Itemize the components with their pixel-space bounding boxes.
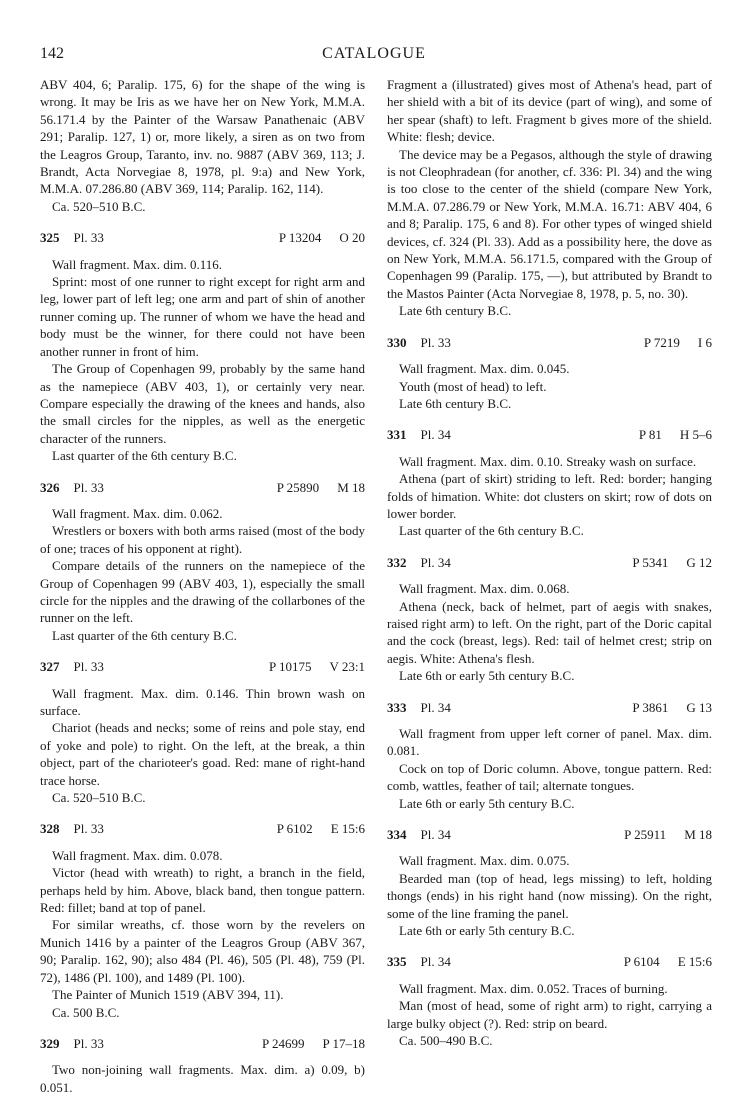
entry-inventory: P 10175 xyxy=(268,659,312,675)
entry-paragraph: Two non-joining wall fragments. Max. dim. a) 0.09, b) 0.051. xyxy=(40,1062,365,1095)
entry-header xyxy=(40,820,365,837)
entry-header-left xyxy=(40,229,118,246)
entry-header-right xyxy=(626,334,712,351)
entry-header-left xyxy=(40,479,118,496)
entry-date: Late 6th or early 5th century B.C. xyxy=(399,923,575,939)
entry-paragraph: Wall fragment. Max. dim. 0.116. xyxy=(52,256,222,272)
entry-plate: Pl. 33 xyxy=(73,479,104,495)
entry-plate: Pl. 33 xyxy=(73,1035,104,1051)
entry-grid: G 12 xyxy=(686,554,712,570)
entry-header-right xyxy=(244,1035,365,1052)
entry-number: 333 xyxy=(387,699,407,715)
entry-number: 331 xyxy=(387,427,407,443)
entry-grid: E 15:6 xyxy=(677,954,712,970)
entry-paragraph: Compare details of the runners on the namepiece of the Group of Copenhagen 99 (ABV 403, 1), especially the small circle for the nipples and the drawing of the collarbones of the runner on the left. xyxy=(40,558,365,626)
entry-header xyxy=(40,658,365,675)
entry-header-left xyxy=(40,1035,118,1052)
catalogue-entry xyxy=(40,479,365,645)
entry-header-left xyxy=(40,820,118,837)
entry-inventory: P 7219 xyxy=(643,334,680,350)
entry-header xyxy=(387,953,712,970)
entry-paragraph: Wall fragment. Max. dim. 0.146. Thin brown wash on surface. xyxy=(40,685,365,718)
entry-number: 334 xyxy=(387,827,407,843)
entry-header-right xyxy=(606,953,712,970)
entry-paragraph: Wall fragment. Max. dim. 0.062. xyxy=(52,505,223,521)
entry-grid: M 18 xyxy=(684,827,712,843)
entry-number: 328 xyxy=(40,821,60,837)
entry-paragraph: Victor (head with wreath) to right, a branch in the field, perhaps held by him. Above, black band, then tongue pattern. Red: fillet; band at top of panel. xyxy=(40,865,365,916)
catalogue-entry xyxy=(40,229,365,464)
entry-header xyxy=(387,554,712,571)
entry-paragraph: Wall fragment. Max. dim. 0.052. Traces of burning. xyxy=(399,980,668,996)
entry-plate: Pl. 34 xyxy=(420,954,451,970)
right-column xyxy=(387,76,712,1050)
entry-header xyxy=(387,699,712,716)
entry-paragraph: Sprint: most of one runner to right except for right arm and leg, lower part of left leg; one arm and part of shin of another runner coming up. The runner of whom we have the head and body must be the winner, for there could not have been another runner in front of him. xyxy=(40,274,365,359)
entry-header-right xyxy=(259,479,365,496)
entry-header-right xyxy=(261,229,365,246)
entry-paragraph: Wall fragment. Max. dim. 0.078. xyxy=(52,847,223,863)
entry-number: 332 xyxy=(387,554,407,570)
entry-plate: Pl. 34 xyxy=(420,699,451,715)
entry-plate: Pl. 33 xyxy=(73,230,104,246)
entry-grid: O 20 xyxy=(339,230,365,246)
entry-date: Late 6th century B.C. xyxy=(399,303,512,319)
entry-header-right xyxy=(621,426,712,443)
running-head: CATALOGUE xyxy=(322,45,426,62)
catalogue-entry xyxy=(387,826,712,939)
intro-paragraph: Fragment a (illustrated) gives most of Athena's head, part of her shield with a bit of its device (part of wing), and some of her spear (shaft) to left. Fragment b gives more of the shield. White: flesh; device. xyxy=(387,77,712,145)
entry-plate: Pl. 34 xyxy=(420,427,451,443)
catalogue-entry xyxy=(40,658,365,806)
entry-paragraph: Man (most of head, some of right arm) to right, carrying a large bulky object (?). Red: strip on beard. xyxy=(387,998,712,1031)
catalogue-entry xyxy=(40,820,365,1020)
entry-date: Ca. 500 B.C. xyxy=(52,1004,120,1020)
entry-grid: I 6 xyxy=(697,334,712,350)
entry-date: Last quarter of the 6th century B.C. xyxy=(52,627,237,643)
entry-date: Late 6th or early 5th century B.C. xyxy=(399,795,575,811)
entry-paragraph: Youth (most of head) to left. xyxy=(399,378,547,394)
entry-paragraph: Cock on top of Doric column. Above, tongue pattern. Red: comb, wattles, feather of tail; alternate tongues. xyxy=(387,760,712,794)
intro-paragraph: ABV 404, 6; Paralip. 175, 6) for the shape of the wing is wrong. It may be Iris as we have her on New York, M.M.A. 56.171.4 by the Painter of the Warsaw Panathenaic (ABV 291; Paralip. 127, 1) or, more likely, a siren as on two from the Leagros Group, Taranto, inv. no. 9887 (ABV 369, 113; J. Brandt, Acta Norvegiae 8, 1978, pl. 9:a) and New York, M.M.A. 07.286.80 (ABV 369, 114; Paralip. 162, 114). xyxy=(40,77,365,197)
entry-header-left xyxy=(387,334,465,351)
entry-inventory: P 25890 xyxy=(276,479,320,495)
entry-inventory: P 13204 xyxy=(278,230,322,246)
entry-header-left xyxy=(387,826,465,843)
entry-header-left xyxy=(387,554,465,571)
entry-paragraph: Wall fragment. Max. dim. 0.045. xyxy=(399,361,570,377)
entry-paragraph: The Painter of Munich 1519 (ABV 394, 11). xyxy=(52,987,284,1003)
entry-header-left xyxy=(387,699,465,716)
entry-date: Ca. 520–510 B.C. xyxy=(52,790,146,806)
entry-inventory: P 5341 xyxy=(632,554,669,570)
entry-header xyxy=(40,1035,365,1052)
catalogue-entry xyxy=(387,699,712,812)
entry-paragraph: Bearded man (top of head, legs missing) to left, holding thongs (ends) in his right hand (now missing). On the right, some of the line framing the panel. xyxy=(387,870,712,921)
entry-inventory: P 24699 xyxy=(262,1035,305,1051)
entry-paragraph: Athena (neck, back of helmet, part of aegis with snakes, raised right arm) to left. On the right, part of the Doric capital and the cock (breast, legs). Red: tail of helmet crest; strip on aegis. White: Athena's flesh. xyxy=(387,598,712,666)
entry-grid: M 18 xyxy=(337,479,365,495)
page-number: 142 xyxy=(40,45,64,62)
entry-header xyxy=(387,826,712,843)
entry-plate: Pl. 33 xyxy=(420,334,451,350)
entry-paragraph: Wall fragment from upper left corner of panel. Max. dim. 0.081. xyxy=(387,726,712,759)
catalogue-entry xyxy=(387,334,712,413)
entry-date: Late 6th century B.C. xyxy=(399,395,512,411)
entry-paragraph: For similar wreaths, cf. those worn by the revelers on Munich 1416 by a painter of the Leagros Group (ABV 367, 90; Paralip. 162, 90); also 484 (Pl. 46), 505 (Pl. 48), 759 (Pl. 72), 1486 (Pl. 100), and 1489 (Pl. 100). xyxy=(40,917,365,985)
entry-date: Last quarter of the 6th century B.C. xyxy=(52,448,237,464)
entry-number: 330 xyxy=(387,334,407,350)
entry-header-left xyxy=(40,658,118,675)
entry-plate: Pl. 33 xyxy=(73,821,104,837)
entry-inventory: P 81 xyxy=(638,427,662,443)
entry-header-right xyxy=(251,658,365,675)
entry-grid: V 23:1 xyxy=(329,659,365,675)
entry-inventory: P 3861 xyxy=(632,699,669,715)
intro-paragraph: The device may be a Pegasos, although the style of drawing is not Cleophradean (for another, cf. 336: Pl. 34) and the wing is too close to the center of the shield (compare New York, M.M.A. 07.286.79 or New York, M.M.A. 16.71: ABV 404, 6 and 8; Paralip. 175, 6 and 8). For other types of winged shield devices, cf. 324 (Pl. 33). Add as a possibility here, the dove as on New York, M.M.A. 56.171.5, compared with the Group of Copenhagen 99 (Paralip. 175, —), but attributed by Brandt to the Mastos Painter (Acta Norvegiae 8, 1978, p. 5, no. 30). xyxy=(387,146,712,301)
entry-date: Ca. 500–490 B.C. xyxy=(399,1033,493,1049)
entry-paragraph: Athena (part of skirt) striding to left. Red: border; hanging folds of himation. White: dot clusters on skirt; row of dots on lower border. xyxy=(387,471,712,521)
entry-number: 327 xyxy=(40,659,60,675)
catalogue-entry xyxy=(387,953,712,1049)
entry-grid: H 5–6 xyxy=(679,427,712,443)
entry-header-left xyxy=(387,953,465,970)
entry-paragraph: The Group of Copenhagen 99, probably by the same hand as the namepiece (ABV 403, 1), or certainly very near. Compare especially the drawing of the knees and hands, also the small circles for the nipples, as well as the energetic character of the runners. xyxy=(40,361,365,446)
entry-header-right xyxy=(614,699,712,716)
entry-paragraph: Chariot (heads and necks; some of reins and pole stay, end of yoke and pole) to right. On the left, at the break, a thin object, part of the charioteer's goad. Red: mane of right-hand trace horse. xyxy=(40,720,365,788)
entry-inventory: P 25911 xyxy=(624,827,667,843)
entry-number: 335 xyxy=(387,954,407,970)
entry-number: 326 xyxy=(40,479,60,495)
entry-number: 329 xyxy=(40,1035,60,1051)
entry-header xyxy=(387,334,712,351)
entry-paragraph: Wall fragment. Max. dim. 0.10. Streaky wash on surface. xyxy=(399,453,697,469)
entry-plate: Pl. 33 xyxy=(73,659,104,675)
entry-inventory: P 6104 xyxy=(623,954,660,970)
entry-number: 325 xyxy=(40,230,60,246)
entry-plate: Pl. 34 xyxy=(420,554,451,570)
entry-paragraph: Wall fragment. Max. dim. 0.068. xyxy=(399,581,570,597)
entry-header-right xyxy=(259,820,365,837)
entry-header xyxy=(40,229,365,246)
entry-header-right xyxy=(606,826,712,843)
left-column xyxy=(40,76,365,1096)
entry-date: Last quarter of the 6th century B.C. xyxy=(399,523,584,539)
entry-date: Late 6th or early 5th century B.C. xyxy=(399,668,575,684)
entry-paragraph: Wrestlers or boxers with both arms raised (most of the body of one; traces of his opponent at right). xyxy=(40,523,365,556)
entry-paragraph: Wall fragment. Max. dim. 0.075. xyxy=(399,853,570,869)
entry-header xyxy=(40,479,365,496)
entry-grid: G 13 xyxy=(686,699,712,715)
catalogue-entry xyxy=(387,554,712,685)
entry-date: Ca. 520–510 B.C. xyxy=(52,198,146,214)
entry-grid: E 15:6 xyxy=(330,821,365,837)
entry-grid: P 17–18 xyxy=(322,1035,365,1051)
entry-inventory: P 6102 xyxy=(276,821,313,837)
entry-plate: Pl. 34 xyxy=(420,827,451,843)
entry-header-left xyxy=(387,426,465,443)
catalogue-entry xyxy=(40,1035,365,1096)
entry-header-right xyxy=(614,554,712,571)
entry-header xyxy=(387,426,712,443)
catalogue-entry xyxy=(387,426,712,539)
